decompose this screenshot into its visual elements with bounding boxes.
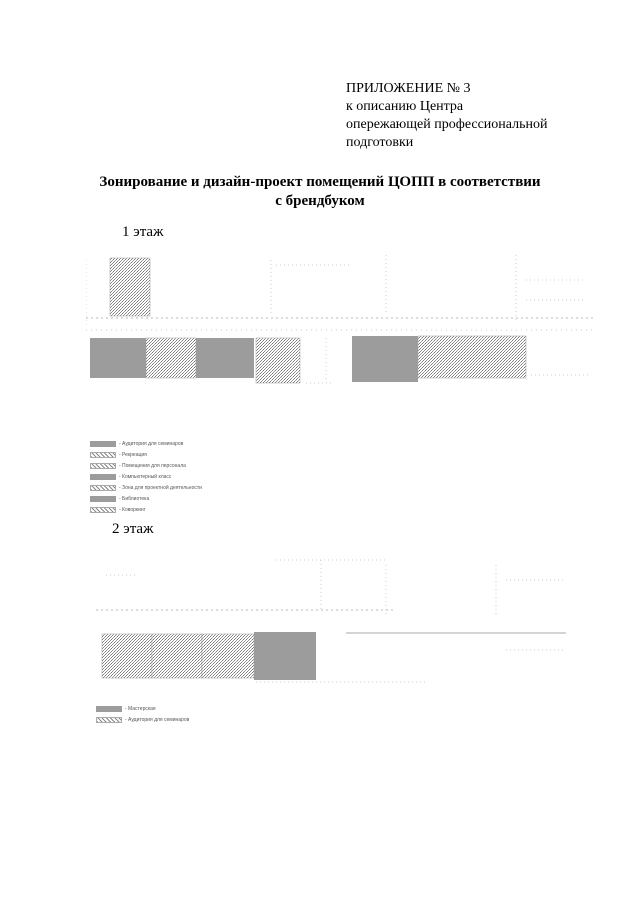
legend-label: - Мастерская: [125, 705, 156, 712]
appendix-line-4: подготовки: [346, 135, 414, 150]
legend-swatch: [90, 496, 116, 502]
legend-label: - Помещения для персонала: [119, 462, 186, 469]
legend-swatch: [90, 441, 116, 447]
legend-swatch: [90, 485, 116, 491]
zone-staff: [146, 338, 196, 378]
appendix-line-1: ПРИЛОЖЕНИЕ № 3: [346, 81, 471, 96]
floor-1-legend: [90, 438, 202, 515]
floor-1-label: 1 этаж: [122, 224, 164, 240]
page-title: [0, 173, 640, 211]
legend-item: [90, 449, 202, 460]
zone-seminar-1: [102, 634, 152, 678]
zone-seminar: [90, 338, 146, 378]
legend-item: [90, 438, 202, 449]
zone-computer-class: [196, 338, 254, 378]
floor-2-plan: [96, 555, 576, 687]
legend-label: - Зона для проектной деятельности: [119, 484, 202, 491]
floor-1-plan-drawing: [86, 250, 596, 390]
legend-label: - Библиотека: [119, 495, 150, 502]
floor-2-plan-drawing: [96, 555, 576, 687]
zone-recreation-top: [110, 258, 150, 316]
legend-item: [96, 714, 189, 725]
floor-2-legend: [96, 703, 189, 725]
legend-swatch: [90, 474, 116, 480]
appendix-header: [346, 80, 547, 152]
legend-label: - Коворкинг: [119, 506, 146, 513]
legend-item: [90, 471, 202, 482]
zone-library: [352, 336, 418, 382]
zone-workshop: [254, 632, 316, 680]
legend-label: - Аудитория для семинаров: [125, 716, 190, 723]
floor-2-label: 2 этаж: [112, 521, 154, 537]
legend-item: [96, 703, 189, 714]
legend-item: [90, 460, 202, 471]
legend-swatch: [90, 463, 116, 469]
legend-swatch: [96, 717, 122, 723]
legend-swatch: [96, 706, 122, 712]
legend-label: - Рекреация: [119, 451, 147, 458]
title-line-1: Зонирование и дизайн-проект помещений ЦОПП в соответствии: [99, 174, 541, 190]
appendix-line-2: к описанию Центра: [346, 99, 464, 114]
zone-project: [256, 338, 300, 383]
zone-seminar-2: [152, 634, 202, 678]
floor-1-plan: [86, 250, 596, 390]
legend-label: - Компьютерный класс: [119, 473, 172, 480]
legend-item: [90, 504, 202, 515]
zone-coworking: [418, 336, 526, 378]
legend-swatch: [90, 452, 116, 458]
appendix-line-3: опережающей профессиональной: [346, 117, 548, 132]
legend-item: [90, 482, 202, 493]
legend-item: [90, 493, 202, 504]
title-line-2: с брендбуком: [275, 193, 365, 209]
legend-label: - Аудитория для семинаров: [119, 440, 184, 447]
legend-swatch: [90, 507, 116, 513]
zone-seminar-3: [202, 634, 254, 678]
